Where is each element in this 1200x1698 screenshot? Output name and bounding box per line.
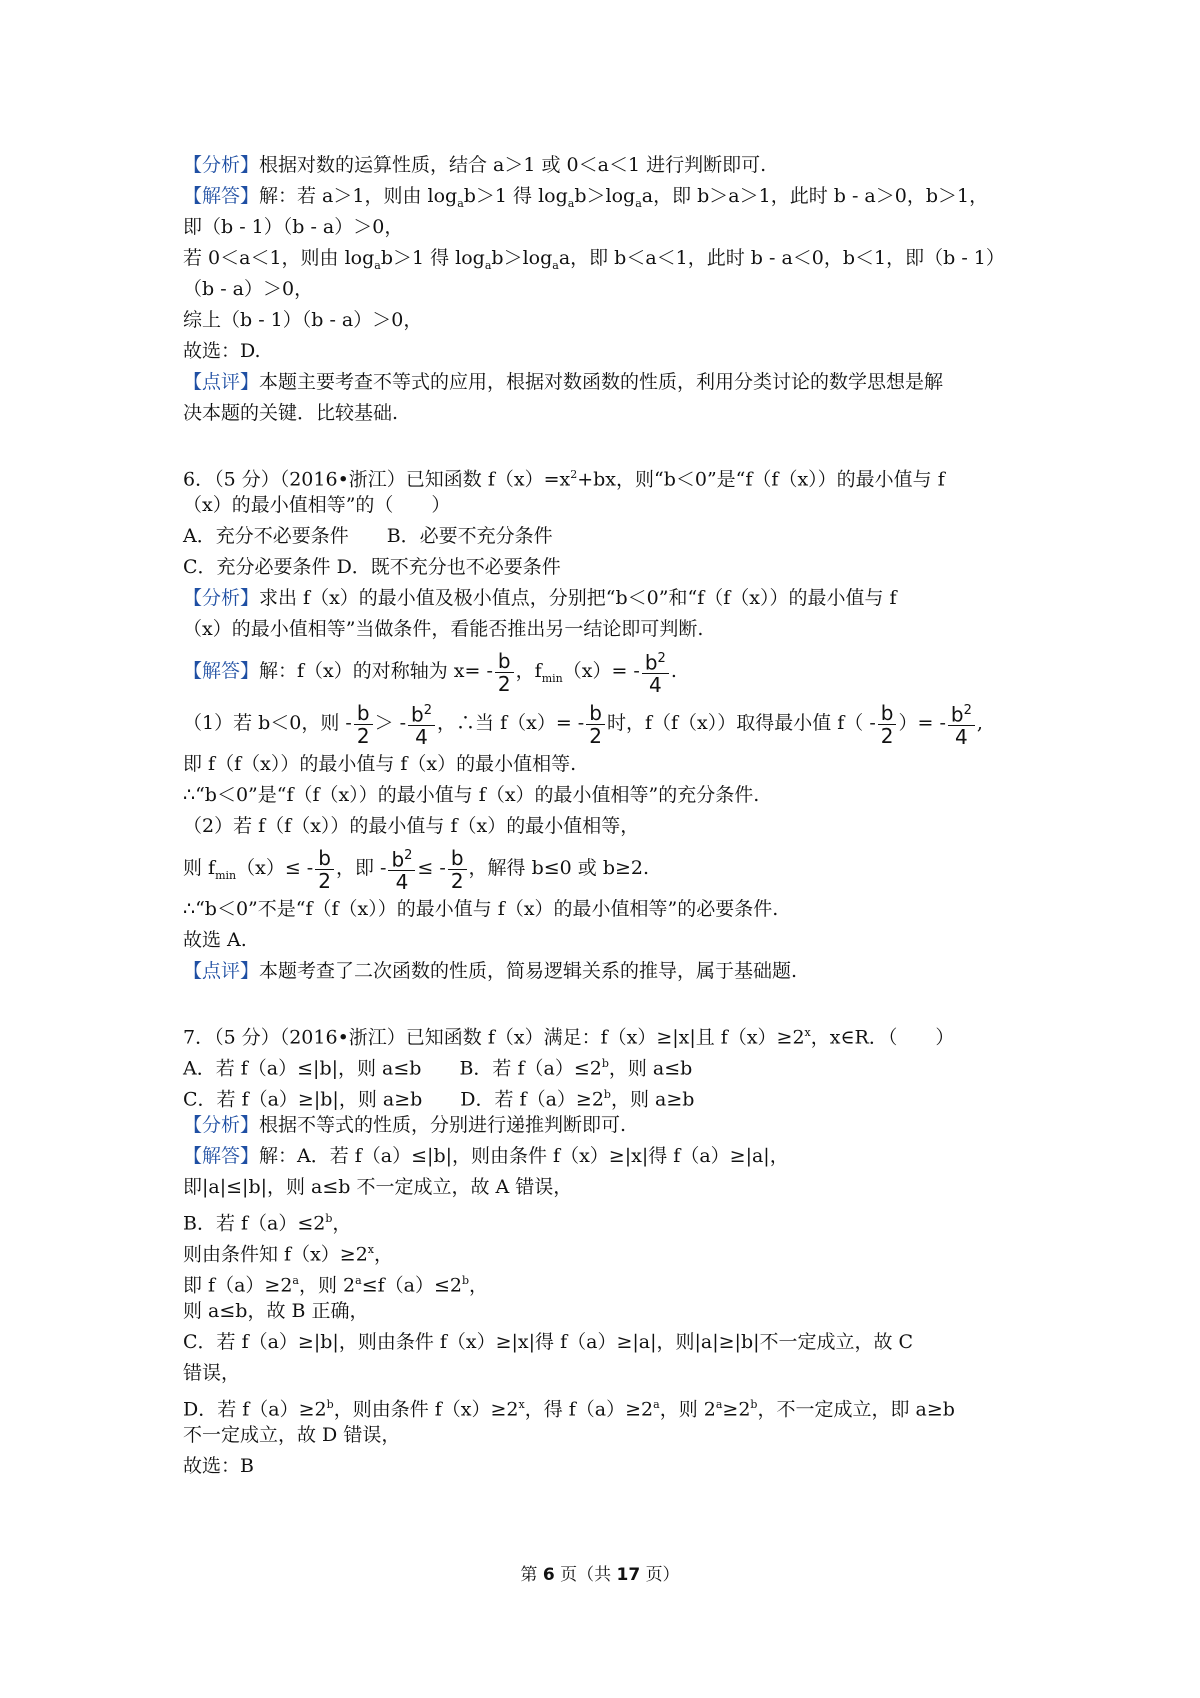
text: 本题主要考查不等式的应用，根据对数函数的性质，利用分类讨论的数学思想是解 <box>259 371 944 393</box>
fraction-b-over-2 <box>586 702 605 747</box>
solution-tag: 【解答】 <box>183 1145 260 1167</box>
text: 解：A．若 f（a）≤|b|，则由条件 f（x）≥|x|得 f（a）≥|a|， <box>259 1145 789 1167</box>
q7-solution-line-11: 故选：B <box>183 1455 254 1477</box>
q6-solution-line-7: ∴“b＜0”不是“f（f（x））的最小值与 f（x）的最小值相等”的必要条件. <box>183 898 779 920</box>
q5-analysis <box>183 150 1033 181</box>
numerator: b <box>586 702 605 725</box>
q6-solution-line-8: 故选 A. <box>183 929 247 951</box>
fraction-b-over-2 <box>878 702 897 747</box>
base: b <box>644 650 658 675</box>
solution-tag: 【解答】 <box>183 185 260 207</box>
q6-analysis-line-2: （x）的最小值相等”当做条件，看能否推出另一结论即可判断. <box>183 618 704 640</box>
superscript: b <box>461 1274 470 1287</box>
subscript: a <box>457 196 464 210</box>
q5-comment-line-2: 决本题的关键．比较基础. <box>183 402 399 424</box>
text: b＞log <box>574 185 636 207</box>
footer-middle: 页（共 <box>560 1565 612 1585</box>
q6-solution-line-2: （1）若 b＜0，则 - $\frac{b}{2}$ ＞ - $\frac{b^2}{4}$ ，∴当 f（x）= - $\frac{b}{2}$ 时，f（f（x））取得最小值 f（ - $\frac{b}{2}$ ）= - $\frac{b^2}{4}$ , <box>183 700 983 750</box>
text: 7．（5 分）（2016•浙江）已知函数 f（x）满足：f（x）≥|x|且 f（x）≥2 <box>183 1026 805 1049</box>
page-footer <box>0 1560 1200 1585</box>
exponent: 2 <box>404 847 413 863</box>
q6-solution-line-6 <box>183 842 1033 894</box>
text: 即 f（a）≥2 <box>183 1274 293 1297</box>
q6-stem-line-1 <box>183 459 1033 490</box>
text: （1）若 b＜0，则 - <box>183 712 352 734</box>
numerator: b <box>495 650 514 673</box>
superscript: x <box>367 1243 375 1256</box>
analysis-tag: 【分析】 <box>183 154 260 176</box>
text: 则由条件知 f（x）≥2 <box>183 1243 368 1266</box>
denominator: 2 <box>356 723 370 748</box>
fraction-b2-over-4 <box>408 700 435 749</box>
text: ，则 2 <box>659 1398 716 1421</box>
superscript: a <box>355 1274 362 1287</box>
text: ≥2 <box>722 1398 751 1421</box>
text: +bx，则“b＜0”是“f（f（x））的最小值与 f <box>577 468 945 491</box>
superscript: a <box>715 1398 723 1411</box>
superscript: b <box>601 1057 609 1070</box>
superscript: b <box>325 1212 333 1225</box>
fraction-b-over-2 <box>448 847 467 892</box>
footer-prefix: 第 <box>520 1565 538 1585</box>
numerator <box>642 648 669 675</box>
subscript: a <box>567 196 575 210</box>
text: B．若 f（a）≤2 <box>183 1212 326 1235</box>
q5-solution-line-1 <box>183 181 1033 212</box>
q6-comment <box>183 956 1033 987</box>
subscript: min <box>541 671 563 685</box>
fraction-b-over-2 <box>354 702 373 747</box>
fraction-b2-over-4 <box>388 845 415 894</box>
text: ，不一定成立，即 a≥b <box>757 1398 955 1421</box>
numerator <box>408 700 435 727</box>
analysis-tag: 【分析】 <box>183 587 260 609</box>
numerator <box>948 700 975 727</box>
text: ， <box>374 1243 394 1266</box>
q5-solution-line-4: （b - a）＞0， <box>183 278 314 300</box>
denominator: 4 <box>395 870 409 895</box>
q5-solution-line-5: 综上（b - 1）（b - a）＞0， <box>183 309 423 331</box>
text: ， <box>332 1212 352 1235</box>
q6-options-ab: A．充分不必要条件 B．必要不充分条件 <box>183 525 553 547</box>
denominator: 2 <box>497 671 511 696</box>
exponent: 2 <box>963 702 972 718</box>
fraction-b2-over-4 <box>948 700 975 749</box>
denominator: 4 <box>415 725 428 750</box>
base: b <box>391 847 405 872</box>
denominator: 2 <box>318 868 331 893</box>
exponent: 2 <box>423 702 433 718</box>
q6-solution-line-5: （2）若 f（f（x））的最小值与 f（x）的最小值相等， <box>183 815 640 837</box>
text: ）= - <box>898 712 946 734</box>
spacer <box>183 429 1033 459</box>
numerator: b <box>354 702 373 725</box>
q7-solution-line-10: 不一定成立，故 D 错误， <box>183 1424 401 1446</box>
fraction-b-over-2 <box>495 650 514 695</box>
denominator: 4 <box>955 725 968 750</box>
text: b＞log <box>491 247 553 269</box>
superscript: b <box>750 1398 758 1411</box>
q6-analysis-line-1 <box>183 583 1033 614</box>
text: 时，f（f（x））取得最小值 f（ - <box>606 712 876 734</box>
text: （x）≤ - <box>236 857 314 879</box>
q7-options-ab <box>183 1048 1033 1079</box>
text: ，则 a≤b <box>608 1057 693 1080</box>
q5-solution-line-6: 故选：D. <box>183 340 261 362</box>
text: ≤f（a）≤2 <box>361 1274 462 1297</box>
text: ， <box>469 1274 489 1297</box>
text: D．若 f（a）≥2 <box>183 1398 327 1421</box>
analysis-text: 根据对数的运算性质，结合 a＞1 或 0＜a＜1 进行判断即可. <box>259 154 767 176</box>
subscript: min <box>215 868 237 882</box>
superscript: b <box>326 1398 334 1411</box>
q7-solution-line-6: 则 a≤b，故 B 正确， <box>183 1300 369 1322</box>
text: 本题考查了二次函数的性质，简易逻辑关系的推导，属于基础题. <box>259 960 798 982</box>
text: a，即 b＞a＞1，此时 b - a＞0，b＞1， <box>641 185 989 207</box>
subscript: a <box>374 258 381 272</box>
text: 解：若 a＞1，则由 log <box>259 185 458 207</box>
text: ＞ - <box>374 712 407 734</box>
text: ，即 - <box>335 857 387 879</box>
q7-solution-line-8: 错误， <box>183 1362 241 1384</box>
q6-solution-line-1: 【解答】解：f（x）的对称轴为 x= - $\frac{b}{2}$ ，$f_{min}(x)=$ - $\frac{b^2}{4}$ . <box>183 648 677 698</box>
q6-solution-line-3: 即 f（f（x））的最小值与 f（x）的最小值相等. <box>183 753 577 775</box>
q7-options-cd <box>183 1079 1033 1110</box>
text: b＞1 得 log <box>380 247 485 269</box>
text: 则 f <box>183 857 216 879</box>
text: 若 0＜a＜1，则由 log <box>183 247 375 269</box>
q5-solution-line-3 <box>183 243 1033 274</box>
comment-tag: 【点评】 <box>183 960 260 982</box>
text: ，∴当 f（x）= - <box>437 712 585 734</box>
solution-tag: 【解答】 <box>183 660 260 682</box>
q7-solution-line-9 <box>183 1389 1033 1420</box>
superscript: 2 <box>570 468 578 481</box>
q7-solution-line-2: 即|a|≤|b|，则 a≤b 不一定成立，故 A 错误， <box>183 1176 573 1198</box>
subscript: a <box>635 196 642 210</box>
text: 解：f（x）的对称轴为 x= - <box>259 660 493 682</box>
denominator: 2 <box>589 723 602 748</box>
superscript: x <box>518 1398 525 1411</box>
text: A．若 f（a）≤|b|，则 a≤b B．若 f（a）≤2 <box>183 1057 602 1080</box>
text: 根据不等式的性质，分别进行递推判断即可. <box>259 1114 627 1136</box>
numerator: b <box>448 847 467 870</box>
q5-solution-line-2: 即（b - 1）（b - a）＞0， <box>183 216 404 238</box>
text: ，则由条件 f（x）≥2 <box>333 1398 519 1421</box>
superscript: a <box>292 1274 299 1287</box>
text: C．若 f（a）≥|b|，则 a≥b D．若 f（a）≥2 <box>183 1088 604 1111</box>
text: ，f <box>515 660 542 682</box>
q7-analysis <box>183 1110 1033 1141</box>
q7-solution-line-4 <box>183 1234 1033 1265</box>
analysis-tag: 【分析】 <box>183 1114 260 1136</box>
numerator: b <box>878 702 897 725</box>
q6-stem-line-2: （x）的最小值相等”的（ ） <box>183 494 451 516</box>
numerator <box>388 845 415 872</box>
base: b <box>950 702 964 727</box>
q7-solution-line-1 <box>183 1141 1033 1172</box>
q5-comment-line-1 <box>183 367 1033 398</box>
q7-stem <box>183 1017 1033 1048</box>
denominator: 4 <box>648 673 662 698</box>
q7-solution-line-7: C．若 f（a）≥|b|，则由条件 f（x）≥|x|得 f（a）≥|a|，则|a|≥|b|不一定成立，故 C <box>183 1331 914 1353</box>
subscript: a <box>484 258 492 272</box>
text: ≤ - <box>417 857 446 879</box>
q7-solution-line-3 <box>183 1203 1033 1234</box>
denominator: 2 <box>880 723 894 748</box>
superscript: a <box>653 1398 660 1411</box>
superscript: x <box>804 1026 811 1039</box>
q7-solution-line-5 <box>183 1265 1033 1296</box>
current-page-number: 6 <box>542 1565 555 1585</box>
fraction-b-over-2 <box>315 847 334 892</box>
text: ，得 f（a）≥2 <box>524 1398 654 1421</box>
numerator: b <box>315 847 334 870</box>
footer-suffix: 页） <box>645 1565 680 1585</box>
spacer <box>183 987 1033 1017</box>
text: （x）= - <box>562 660 640 682</box>
superscript: b <box>603 1088 611 1101</box>
comment-tag: 【点评】 <box>183 371 260 393</box>
text: ，则 a≥b <box>610 1088 695 1111</box>
text: a，即 b＜a＜1，此时 b - a＜0，b＜1，即（b - 1） <box>558 247 1005 269</box>
q6-solution-line-4: ∴“b＜0”是“f（f（x））的最小值与 f（x）的最小值相等”的充分条件. <box>183 784 760 806</box>
exponent: 2 <box>657 650 666 666</box>
text: b＞1 得 log <box>463 185 568 207</box>
denominator: 2 <box>450 868 464 893</box>
text: ，则 2 <box>298 1274 356 1297</box>
page-content <box>183 150 1033 1482</box>
text: ，解得 b≤0 或 b≥2. <box>468 857 650 879</box>
q6-options-cd: C．充分必要条件 D．既不充分也不必要条件 <box>183 556 561 578</box>
text: 求出 f（x）的最小值及极小值点，分别把“b＜0”和“f（f（x））的最小值与 f <box>259 587 897 609</box>
base: b <box>411 702 424 727</box>
text: ，x∈R．（ ） <box>810 1026 955 1049</box>
text: 6．（5 分）（2016•浙江）已知函数 f（x）=x <box>183 468 571 491</box>
fraction-b2-over-4 <box>642 648 669 697</box>
total-page-count: 17 <box>616 1565 641 1585</box>
subscript: a <box>552 258 559 272</box>
